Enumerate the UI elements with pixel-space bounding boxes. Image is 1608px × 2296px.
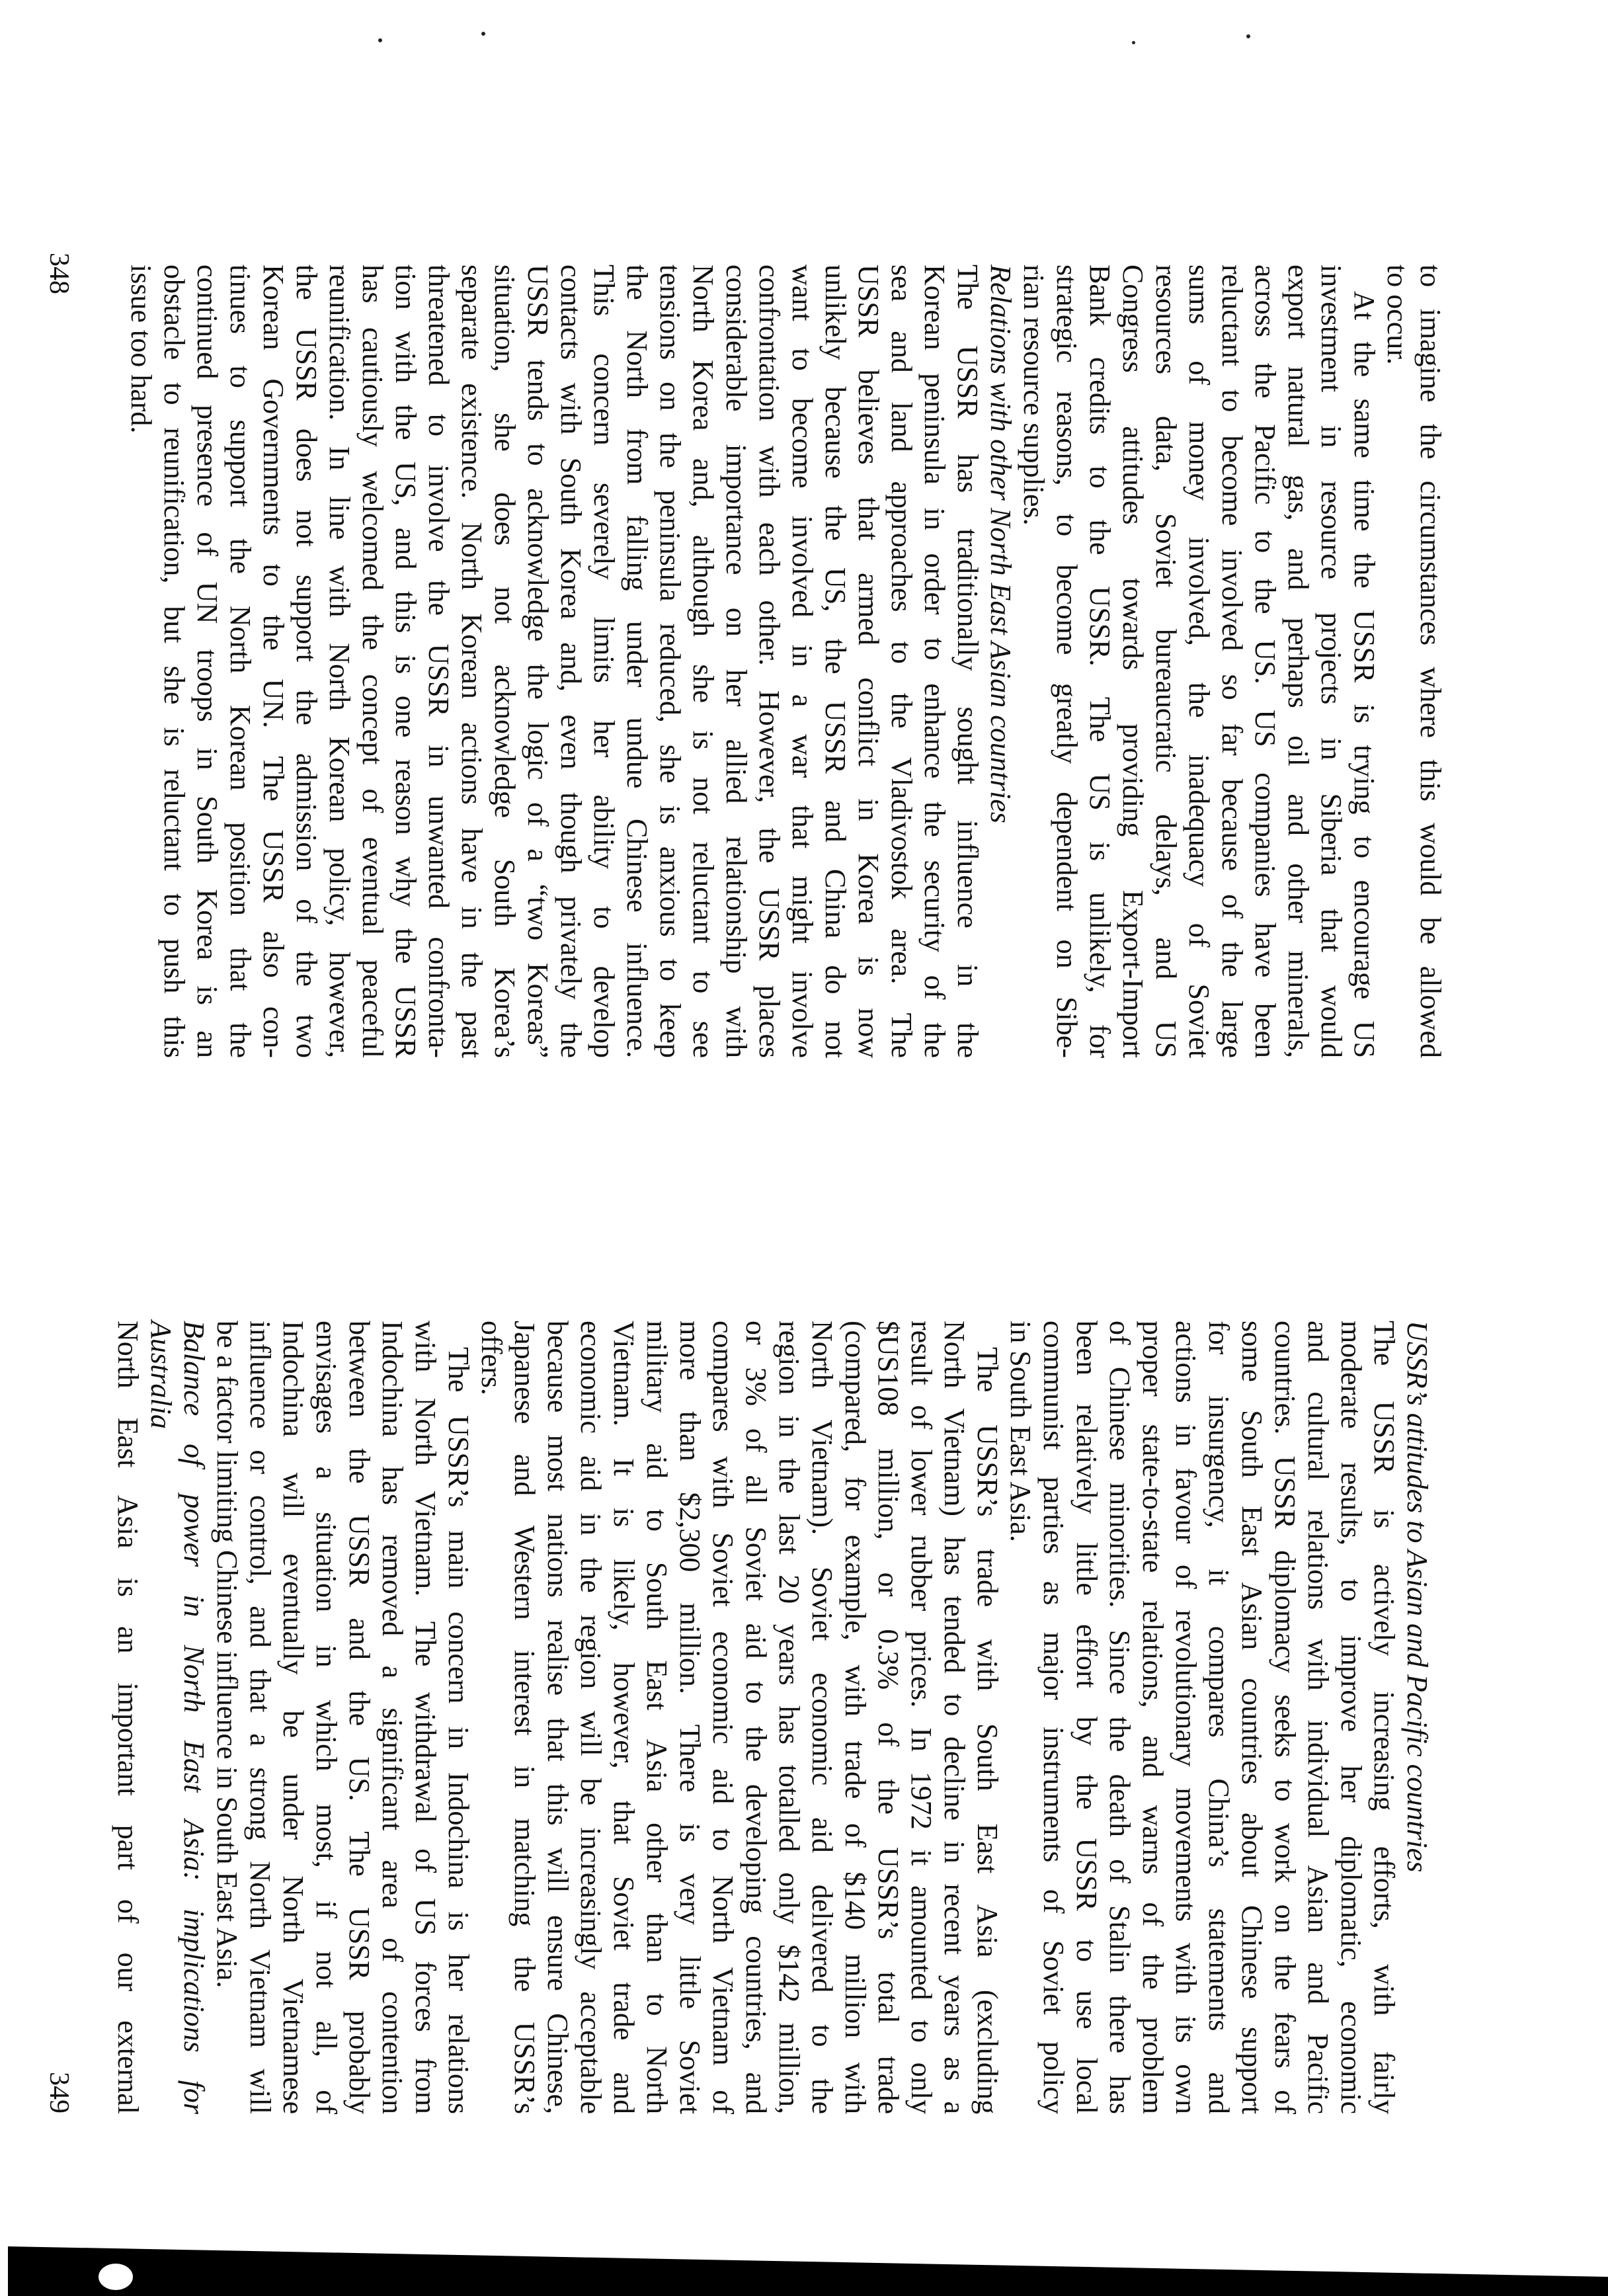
page-348-text (124, 265, 1447, 1058)
text-line: confrontation with each other. However, the USSR places (753, 265, 785, 1058)
text-line: economic aid in the region will be increasingly acceptable (575, 1321, 607, 2114)
text-line: between the USSR and the US. The USSR probably (343, 1321, 376, 2114)
text-line: communist parties as major instruments of Soviet policy (1037, 1321, 1070, 2114)
text-line: issue too hard. (125, 265, 157, 434)
text-line: resources data, Soviet bureaucratic delays, and US (1150, 265, 1182, 1058)
text-line: envisages a situation in which most, if not all, of (310, 1321, 342, 2114)
text-line: At the same time the USSR is trying to encourage US (1348, 291, 1381, 1058)
text-line: (compared, for example, with trade of $140 million with (839, 1321, 871, 2114)
text-line: Indochina will eventually be under North Vietnamese (277, 1321, 309, 2114)
section-heading (1400, 1321, 1433, 2114)
text-line: want to become involved in a war that might involve (786, 265, 819, 1058)
text-line: tion with the US, and this is one reason why the USSR (389, 265, 422, 1058)
text-line: The USSR’s trade with South East Asia (excluding (971, 1347, 1004, 2114)
text-line: Indochina has removed a significant area of contention (376, 1321, 409, 2114)
text-line: USSR’s attitudes to Asian and Pacific countries (1401, 1321, 1433, 1873)
text-line: tensions on the peninsula reduced, she is anxious to keep (654, 265, 686, 1058)
text-line: moderate results, to improve her diplomatic, economic (1335, 1321, 1367, 2114)
text-line: obstacle to reunification, but she is reluctant to push this (158, 265, 190, 1058)
text-line: unlikely because the US, the USSR and China do not (819, 265, 852, 1058)
text-line: or 3% of all Soviet aid to the developing countries, and (740, 1321, 772, 2114)
text-line: Congress attitudes towards providing Export-Import (1117, 265, 1149, 1058)
text-line: continued presence of UN troops in South Korea is an (191, 265, 223, 1058)
text-line: North Vietnam) has tended to decline in recent years as a (938, 1321, 971, 2114)
text-line: because most nations realise that this will ensure Chinese, (542, 1321, 574, 2114)
text-line: $US108 million, or 0.3% of the USSR’s total trade (872, 1321, 904, 2114)
text-line: situation, she does not acknowledge South Korea’s (489, 265, 521, 1058)
paragraph (1017, 265, 1381, 1058)
text-line: tinues to support the North Korean position that the (224, 265, 257, 1058)
text-line: Japanese and Western interest in matching the USSR’s (508, 1321, 541, 2114)
paragraph (1381, 265, 1447, 1058)
text-line: region in the last 20 years has totalled only $142 million, (773, 1321, 805, 2114)
text-line: threatened to involve the USSR in unwanted confronta- (422, 265, 455, 1058)
text-line: to imagine the circumstances where this would be allowed (1414, 265, 1447, 1058)
text-line: The USSR has traditionally sought influence in the (951, 265, 984, 1058)
text-line: North Korea and, although she is not reluctant to see (687, 265, 719, 1058)
text-line: separate existence. North Korean actions have in the past (456, 265, 488, 1058)
text-line: investment in resource projects in Siberia that would (1315, 265, 1347, 1058)
text-line: Vietnam. It is likely, however, that Soviet trade and (608, 1321, 640, 2114)
text-line: result of lower rubber prices. In 1972 it amounted to only (905, 1321, 938, 2114)
text-line: This concern severely limits her ability to develop (588, 265, 620, 1058)
text-line: contacts with South Korea and, even though privately the (555, 265, 587, 1058)
text-line: strategic reasons, to become greatly dependent on Sibe- (1051, 265, 1083, 1058)
text-line: Australia (145, 1321, 177, 1429)
text-line: considerable importance on her allied relationship with (720, 265, 752, 1058)
paragraph (210, 1321, 475, 2114)
text-line: Korean Governments to the UN. The USSR also con- (257, 265, 290, 1058)
text-line: been relatively little effort by the USSR to use local (1070, 1321, 1103, 2114)
text-line: across the Pacific to the US. US companies have been (1249, 265, 1281, 1058)
text-line: North Vietnam). Soviet economic aid delivered to the (806, 1321, 838, 2114)
text-line: sums of money involved, the inadequacy of Soviet (1183, 265, 1215, 1058)
text-line: Relations with other North East Asian countries (985, 265, 1017, 823)
text-line: sea and land approaches to the Vladivostok area. The (885, 265, 918, 1058)
text-line: influence or control, and that a strong North Vietnam will (244, 1321, 276, 2114)
section-heading (984, 265, 1017, 1058)
text-line: actions in favour of revolutionary movements with its own (1170, 1321, 1202, 2114)
text-line: with North Vietnam. The withdrawal of US forces from (409, 1321, 442, 2114)
page-number: 348 (44, 253, 74, 294)
text-line: the North from falling under undue Chinese influence. (621, 265, 653, 1058)
paragraph (111, 1321, 144, 2114)
page-number: 349 (44, 2072, 74, 2113)
text-line: North East Asia is an important part of our external (112, 1321, 144, 2114)
text-line: Korean peninsula in order to enhance the security of the (918, 265, 951, 1058)
text-line: to occur. (1381, 265, 1414, 365)
text-line: be a factor limiting Chinese influence in South East Asia. (211, 1321, 243, 1988)
text-line: in South East Asia. (1004, 1321, 1037, 1542)
text-line: The USSR’s main concern in Indochina is her relations (442, 1347, 475, 2114)
text-line: of Chinese minorities. Since the death of Stalin there has (1104, 1321, 1136, 2114)
paragraph (475, 1321, 1004, 2114)
text-line: military aid to South East Asia other than to North (641, 1321, 673, 2114)
text-line: Bank credits to the USSR. The US is unlikely, for (1084, 265, 1116, 1058)
text-line: more than $2,300 million. There is very little Soviet (674, 1321, 706, 2114)
text-line: for insurgency, it compares China’s statements and (1203, 1321, 1235, 2114)
paragraph (1004, 1321, 1400, 2114)
text-line: the USSR does not support the admission of the two (290, 265, 323, 1058)
text-line: some South East Asian countries about Chinese support (1236, 1321, 1268, 2114)
text-line: The USSR is actively increasing efforts, with fairly (1368, 1321, 1400, 2114)
text-line: countries. USSR diplomacy seeks to work on the fears of (1269, 1321, 1301, 2114)
section-heading (144, 1321, 210, 2114)
text-line: proper state-to-state relations, and warns of the problem (1137, 1321, 1169, 2114)
text-line: reunification. In line with North Korean policy, however, (323, 265, 356, 1058)
text-line: USSR tends to acknowledge the logic of a “two Koreas” (522, 265, 554, 1058)
text-line: and cultural relations with individual Asian and Pacific (1302, 1321, 1334, 2114)
text-line: export natural gas, and perhaps oil and other minerals, (1282, 265, 1314, 1058)
text-line: compares with Soviet economic aid to North Vietnam of (707, 1321, 739, 2114)
text-line: USSR believes that armed conflict in Korea is now (852, 265, 885, 1058)
paragraph (124, 265, 984, 1058)
text-line: has cautiously welcomed the concept of eventual peaceful (356, 265, 389, 1058)
text-line: reluctant to become involved so far because of the large (1216, 265, 1248, 1058)
text-line: offers. (475, 1321, 508, 1395)
page-349-text (111, 1321, 1433, 2114)
text-line: rian resource supplies. (1018, 265, 1050, 526)
text-line: Balance of power in North East Asia: implications for (178, 1321, 210, 2114)
